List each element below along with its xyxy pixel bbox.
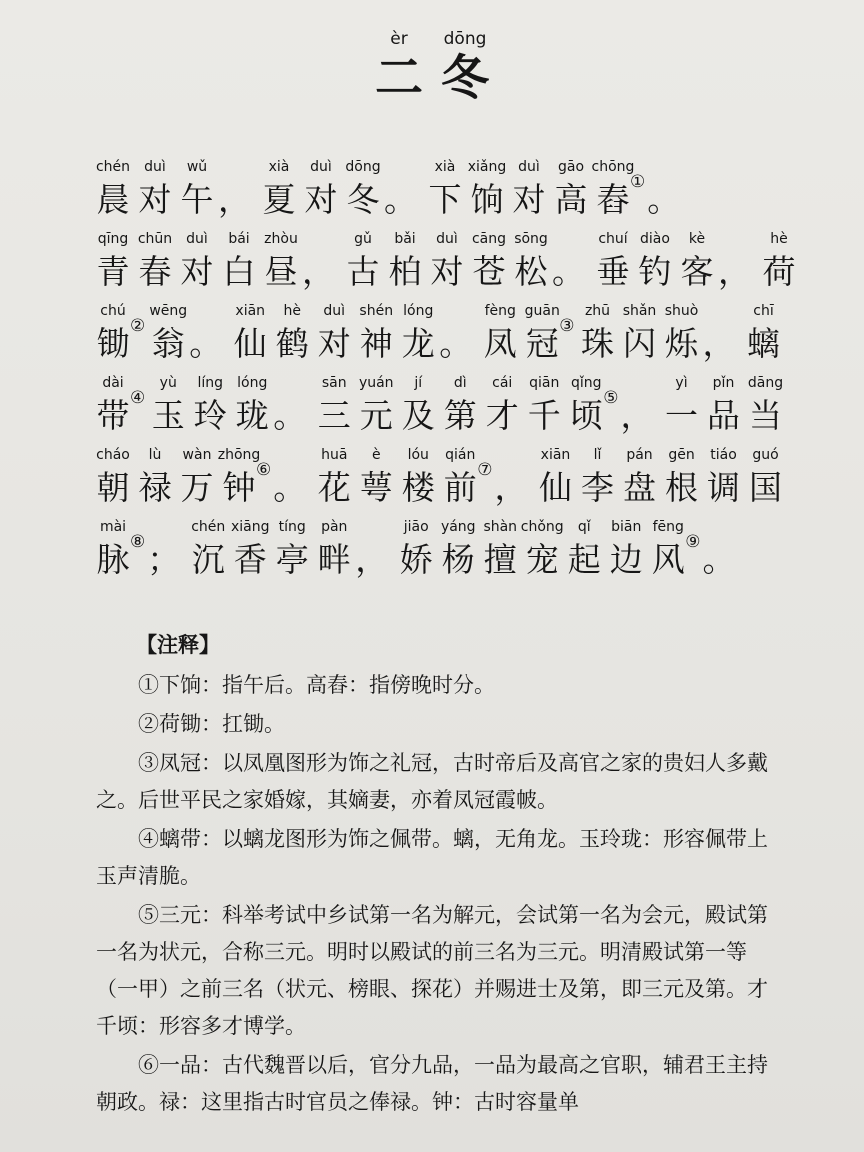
pinyin: xiāng bbox=[230, 519, 270, 535]
hanzi: 下 bbox=[428, 180, 462, 219]
verse-char bbox=[481, 372, 523, 438]
verse-char bbox=[703, 372, 745, 438]
hanzi: 仙 bbox=[233, 324, 267, 363]
hanzi: 风 bbox=[651, 540, 685, 579]
pinyin: chú bbox=[100, 303, 126, 319]
pinyin: duì bbox=[186, 231, 208, 247]
hanzi: 苍 bbox=[472, 252, 506, 291]
verse-line bbox=[92, 366, 812, 438]
pinyin: chén bbox=[191, 519, 226, 535]
pinyin: è bbox=[371, 447, 381, 463]
verse-char bbox=[147, 372, 189, 438]
verse-block bbox=[92, 150, 812, 582]
verse-char bbox=[424, 156, 466, 222]
pinyin: guó bbox=[752, 447, 779, 463]
hanzi: 冠 bbox=[525, 324, 559, 363]
hanzi: 盘 bbox=[623, 468, 656, 507]
punctuation: 。 bbox=[273, 396, 307, 435]
hanzi: 舂 bbox=[596, 180, 630, 219]
verse-char bbox=[745, 372, 787, 438]
verse-char bbox=[426, 228, 468, 294]
verse-line bbox=[92, 150, 812, 222]
punctuation: ， bbox=[620, 396, 654, 435]
hanzi: 朝 bbox=[96, 468, 130, 507]
verse-char bbox=[231, 372, 273, 438]
hanzi: 禄 bbox=[138, 468, 172, 507]
verse-char bbox=[313, 372, 355, 438]
hanzi: 前 bbox=[443, 468, 477, 507]
punctuation: ， bbox=[302, 252, 335, 291]
hanzi: 春 bbox=[138, 252, 172, 291]
footnote-marker: ⑦ bbox=[477, 460, 493, 480]
hanzi: 翁 bbox=[151, 324, 185, 363]
pinyin: lóu bbox=[407, 447, 429, 463]
pinyin: chōng bbox=[591, 159, 635, 175]
verse-char bbox=[218, 228, 260, 294]
verse-char bbox=[92, 228, 134, 294]
punctuation: ， bbox=[718, 252, 751, 291]
footnote-marker: ⑧ bbox=[130, 532, 146, 552]
pinyin: chǒng bbox=[520, 519, 564, 535]
pinyin: duì bbox=[144, 159, 166, 175]
hanzi: 顷 bbox=[569, 396, 603, 435]
verse-char bbox=[176, 156, 218, 222]
pinyin: tiáo bbox=[710, 447, 737, 463]
verse-char bbox=[521, 516, 563, 582]
pinyin: yáng bbox=[440, 519, 476, 535]
pinyin: duì bbox=[323, 303, 346, 319]
punctuation: ， bbox=[494, 468, 528, 507]
pinyin: gāo bbox=[557, 159, 585, 175]
verse-char bbox=[535, 444, 577, 510]
verse-char bbox=[397, 372, 439, 438]
pinyin: xiǎng bbox=[467, 159, 507, 175]
punctuation: 。 bbox=[702, 540, 736, 579]
verse-char bbox=[300, 156, 342, 222]
verse-char bbox=[187, 516, 229, 582]
annotation-item: ②荷锄：扛锄。 bbox=[138, 712, 285, 736]
pinyin: shuò bbox=[664, 303, 699, 319]
hanzi: 荷 bbox=[762, 252, 796, 291]
title-hanzi: 冬 bbox=[441, 50, 490, 106]
verse-char bbox=[260, 228, 302, 294]
verse-line bbox=[92, 510, 812, 582]
pinyin: pán bbox=[626, 447, 653, 463]
pinyin: diào bbox=[640, 231, 670, 247]
pinyin: xià bbox=[434, 159, 456, 175]
pinyin: chuí bbox=[598, 231, 628, 247]
pinyin: chén bbox=[95, 159, 131, 175]
annotations-section bbox=[96, 626, 776, 1123]
hanzi: 当 bbox=[749, 396, 782, 435]
hanzi: 边 bbox=[609, 540, 643, 579]
verse-char bbox=[565, 372, 607, 438]
pinyin: gǔ bbox=[354, 231, 372, 247]
pinyin: qǐng bbox=[570, 375, 602, 391]
verse-char bbox=[134, 228, 176, 294]
pinyin: qiān bbox=[529, 375, 560, 391]
verse-line bbox=[92, 294, 812, 366]
hanzi: 李 bbox=[581, 468, 614, 507]
verse-char bbox=[743, 300, 785, 366]
pinyin: guān bbox=[524, 303, 560, 319]
hanzi: 高 bbox=[554, 180, 588, 219]
hanzi: 万 bbox=[180, 468, 214, 507]
hanzi: 饷 bbox=[470, 180, 504, 219]
hanzi: 调 bbox=[707, 468, 740, 507]
verse-char bbox=[271, 300, 313, 366]
hanzi: 龙 bbox=[401, 324, 435, 363]
hanzi: 带 bbox=[96, 396, 130, 435]
title-pinyin: èr bbox=[390, 29, 408, 49]
verse-char bbox=[592, 156, 634, 222]
verse-char bbox=[258, 156, 300, 222]
verse-char bbox=[577, 300, 619, 366]
pinyin: gēn bbox=[668, 447, 695, 463]
verse-char bbox=[619, 300, 661, 366]
verse-char bbox=[384, 228, 426, 294]
pinyin: bái bbox=[228, 231, 250, 247]
hanzi: 元 bbox=[359, 396, 393, 435]
hanzi: 昼 bbox=[264, 252, 298, 291]
pinyin: yù bbox=[159, 375, 177, 391]
annotation-item: ①下饷：指午后。高舂：指傍晚时分。 bbox=[138, 673, 495, 697]
footnote-marker: ⑤ bbox=[603, 388, 619, 408]
hanzi: 第 bbox=[443, 396, 477, 435]
punctuation: 。 bbox=[189, 324, 223, 363]
pinyin: chūn bbox=[137, 231, 173, 247]
punctuation: ； bbox=[147, 540, 181, 579]
verse-char bbox=[229, 300, 271, 366]
verse-char bbox=[758, 228, 800, 294]
verse-char bbox=[605, 516, 647, 582]
title-hanzi: 二 bbox=[374, 50, 423, 106]
verse-char bbox=[342, 228, 384, 294]
footnote-marker: ④ bbox=[130, 388, 146, 408]
hanzi: 千 bbox=[527, 396, 561, 435]
hanzi: 宠 bbox=[525, 540, 559, 579]
pinyin: tíng bbox=[278, 519, 306, 535]
verse-char bbox=[176, 444, 218, 510]
verse-char bbox=[313, 516, 355, 582]
hanzi: 对 bbox=[180, 252, 214, 291]
pinyin: xià bbox=[268, 159, 290, 175]
verse-char bbox=[634, 228, 676, 294]
hanzi: 钟 bbox=[222, 468, 256, 507]
verse-char bbox=[577, 444, 619, 510]
verse-line bbox=[92, 438, 812, 510]
pinyin: xiān bbox=[235, 303, 266, 319]
hanzi: 起 bbox=[567, 540, 601, 579]
hanzi: 玲 bbox=[193, 396, 227, 435]
pinyin: duì bbox=[310, 159, 332, 175]
hanzi: 白 bbox=[222, 252, 256, 291]
pinyin: jí bbox=[414, 375, 423, 391]
pinyin: duì bbox=[518, 159, 540, 175]
verse-char bbox=[437, 516, 479, 582]
annotation-item: ⑥一品：古代魏晋以后，官分九品，一品为最高之官职，辅君王主持朝政。禄：这里指古时官员之俸禄。钟：古时容量单 bbox=[96, 1053, 768, 1114]
hanzi: 沉 bbox=[191, 540, 225, 579]
verse-char bbox=[92, 516, 134, 582]
pinyin: líng bbox=[197, 375, 224, 391]
pinyin: zhōng bbox=[217, 447, 261, 463]
verse-char bbox=[661, 372, 703, 438]
footnote-marker: ⑨ bbox=[685, 532, 701, 552]
hanzi: 及 bbox=[401, 396, 435, 435]
hanzi: 萼 bbox=[359, 468, 393, 507]
pinyin: kè bbox=[688, 231, 706, 247]
pinyin: shǎn bbox=[622, 303, 657, 319]
verse-char bbox=[523, 372, 565, 438]
hanzi: 脉 bbox=[96, 540, 130, 579]
verse-char bbox=[661, 300, 703, 366]
hanzi: 仙 bbox=[539, 468, 572, 507]
verse-char bbox=[176, 228, 218, 294]
punctuation: 。 bbox=[647, 180, 681, 219]
hanzi: 烁 bbox=[665, 324, 698, 363]
pinyin: jiāo bbox=[403, 519, 429, 535]
verse-char bbox=[468, 228, 510, 294]
pinyin: fèng bbox=[484, 303, 516, 319]
hanzi: 神 bbox=[359, 324, 393, 363]
pinyin: qīng bbox=[97, 231, 129, 247]
hanzi: 夏 bbox=[262, 180, 296, 219]
pinyin: yì bbox=[675, 375, 688, 391]
verse-char bbox=[592, 228, 634, 294]
verse-char bbox=[313, 444, 355, 510]
hanzi: 品 bbox=[707, 396, 740, 435]
pinyin: fēng bbox=[652, 519, 684, 535]
hanzi: 对 bbox=[317, 324, 351, 363]
pinyin: wēng bbox=[149, 303, 188, 319]
pinyin: yuán bbox=[358, 375, 394, 391]
hanzi: 珠 bbox=[581, 324, 614, 363]
hanzi: 晨 bbox=[96, 180, 130, 219]
verse-char bbox=[647, 516, 689, 582]
verse-char bbox=[355, 300, 397, 366]
pinyin: cháo bbox=[96, 447, 130, 463]
hanzi: 玉 bbox=[151, 396, 185, 435]
pinyin: bǎi bbox=[394, 231, 416, 247]
hanzi: 对 bbox=[138, 180, 172, 219]
hanzi: 柏 bbox=[388, 252, 422, 291]
pinyin: dōng bbox=[345, 159, 381, 175]
hanzi: 才 bbox=[485, 396, 519, 435]
hanzi: 对 bbox=[430, 252, 464, 291]
hanzi: 垂 bbox=[596, 252, 630, 291]
verse-char bbox=[313, 300, 355, 366]
hanzi: 三 bbox=[317, 396, 351, 435]
hanzi: 冬 bbox=[346, 180, 380, 219]
verse-char bbox=[92, 300, 134, 366]
verse-char bbox=[271, 516, 313, 582]
verse-char bbox=[92, 372, 134, 438]
verse-char bbox=[342, 156, 384, 222]
verse-char bbox=[563, 516, 605, 582]
verse-char bbox=[703, 444, 745, 510]
hanzi: 闪 bbox=[623, 324, 656, 363]
pinyin: zhòu bbox=[264, 231, 298, 247]
hanzi: 花 bbox=[317, 468, 351, 507]
hanzi: 钓 bbox=[638, 252, 672, 291]
title-char bbox=[441, 28, 489, 106]
hanzi: 鹤 bbox=[275, 324, 309, 363]
punctuation: 。 bbox=[384, 180, 417, 219]
verse-char bbox=[439, 444, 481, 510]
verse-char bbox=[355, 444, 397, 510]
verse-char bbox=[745, 444, 787, 510]
verse-char bbox=[397, 300, 439, 366]
pinyin: hè bbox=[770, 231, 788, 247]
verse-char bbox=[134, 444, 176, 510]
pinyin: dì bbox=[453, 375, 467, 391]
footnote-marker: ① bbox=[630, 172, 646, 192]
annotations-heading: 【注释】 bbox=[136, 632, 220, 657]
hanzi: 娇 bbox=[399, 540, 433, 579]
pinyin: zhū bbox=[584, 303, 611, 319]
verse-char bbox=[521, 300, 563, 366]
verse-char bbox=[508, 156, 550, 222]
footnote-marker: ③ bbox=[559, 316, 575, 336]
punctuation: ， bbox=[702, 324, 736, 363]
pinyin: pǐn bbox=[712, 375, 735, 391]
pinyin: duì bbox=[436, 231, 458, 247]
pinyin: qián bbox=[445, 447, 476, 463]
hanzi: 根 bbox=[665, 468, 698, 507]
footnote-marker: ② bbox=[130, 316, 146, 336]
punctuation: ， bbox=[355, 540, 389, 579]
lesson-title bbox=[0, 28, 864, 106]
hanzi: 亭 bbox=[275, 540, 309, 579]
hanzi: 午 bbox=[180, 180, 214, 219]
pinyin: shén bbox=[359, 303, 394, 319]
hanzi: 一 bbox=[665, 396, 698, 435]
pinyin: lóng bbox=[403, 303, 434, 319]
hanzi: 杨 bbox=[441, 540, 475, 579]
verse-char bbox=[92, 156, 134, 222]
punctuation: 。 bbox=[273, 468, 307, 507]
pinyin: chī bbox=[753, 303, 774, 319]
hanzi: 畔 bbox=[317, 540, 351, 579]
pinyin: wǔ bbox=[186, 159, 208, 175]
pinyin: biān bbox=[611, 519, 642, 535]
verse-char bbox=[466, 156, 508, 222]
pinyin: xiān bbox=[540, 447, 571, 463]
pinyin: dài bbox=[102, 375, 124, 391]
verse-char bbox=[395, 516, 437, 582]
footnote-marker: ⑥ bbox=[256, 460, 272, 480]
verse-char bbox=[355, 372, 397, 438]
pinyin: mài bbox=[99, 519, 127, 535]
verse-char bbox=[189, 372, 231, 438]
annotation-item: ④螭带：以螭龙图形为饰之佩带。螭，无角龙。玉玲珑：形容佩带上玉声清脆。 bbox=[96, 827, 768, 888]
hanzi: 楼 bbox=[401, 468, 435, 507]
annotation-item: ⑤三元：科举考试中乡试第一名为解元，会试第一名为会元，殿试第一名为状元，合称三元。明时以殿试的前三名为三元。明清殿试第一等（一甲）之前三名（状元、榜眼、探花）并赐进士及第，即三元及第。才千顷：形容多才博学。 bbox=[96, 903, 768, 1038]
hanzi: 锄 bbox=[96, 324, 130, 363]
hanzi: 对 bbox=[304, 180, 338, 219]
pinyin: cái bbox=[492, 375, 513, 391]
pinyin: sōng bbox=[514, 231, 548, 247]
pinyin: hè bbox=[283, 303, 301, 319]
hanzi: 螭 bbox=[747, 324, 780, 363]
pinyin: shàn bbox=[483, 519, 518, 535]
pinyin: wàn bbox=[182, 447, 212, 463]
hanzi: 凤 bbox=[483, 324, 517, 363]
title-pinyin: dōng bbox=[443, 29, 487, 49]
verse-char bbox=[147, 300, 189, 366]
title-char bbox=[375, 28, 423, 106]
verse-char bbox=[619, 444, 661, 510]
annotation-item: ③凤冠：以凤凰图形为饰之礼冠，古时帝后及高官之家的贵妇人多戴之。后世平民之家婚嫁，其嫡妻，亦着凤冠霞帔。 bbox=[96, 751, 768, 812]
verse-char bbox=[397, 444, 439, 510]
verse-char bbox=[479, 300, 521, 366]
verse-char bbox=[92, 444, 134, 510]
hanzi: 珑 bbox=[235, 396, 269, 435]
verse-char bbox=[676, 228, 718, 294]
verse-char bbox=[550, 156, 592, 222]
punctuation: ， bbox=[218, 180, 251, 219]
verse-char bbox=[661, 444, 703, 510]
hanzi: 古 bbox=[346, 252, 380, 291]
pinyin: pàn bbox=[321, 519, 348, 535]
pinyin: sān bbox=[321, 375, 347, 391]
punctuation: 。 bbox=[439, 324, 473, 363]
verse-char bbox=[134, 156, 176, 222]
hanzi: 国 bbox=[749, 468, 782, 507]
verse-char bbox=[218, 444, 260, 510]
pinyin: lǐ bbox=[593, 447, 602, 463]
pinyin: cāng bbox=[471, 231, 507, 247]
verse-char bbox=[479, 516, 521, 582]
hanzi: 松 bbox=[514, 252, 548, 291]
verse-char bbox=[439, 372, 481, 438]
hanzi: 香 bbox=[233, 540, 267, 579]
verse-char bbox=[229, 516, 271, 582]
punctuation: 。 bbox=[552, 252, 585, 291]
hanzi: 青 bbox=[96, 252, 130, 291]
hanzi: 客 bbox=[680, 252, 714, 291]
pinyin: dāng bbox=[747, 375, 784, 391]
hanzi: 擅 bbox=[483, 540, 517, 579]
pinyin: lóng bbox=[237, 375, 268, 391]
verse-char bbox=[510, 228, 552, 294]
pinyin: huā bbox=[321, 447, 348, 463]
verse-line bbox=[92, 222, 812, 294]
pinyin: lù bbox=[148, 447, 162, 463]
hanzi: 对 bbox=[512, 180, 546, 219]
pinyin: qǐ bbox=[577, 519, 591, 535]
